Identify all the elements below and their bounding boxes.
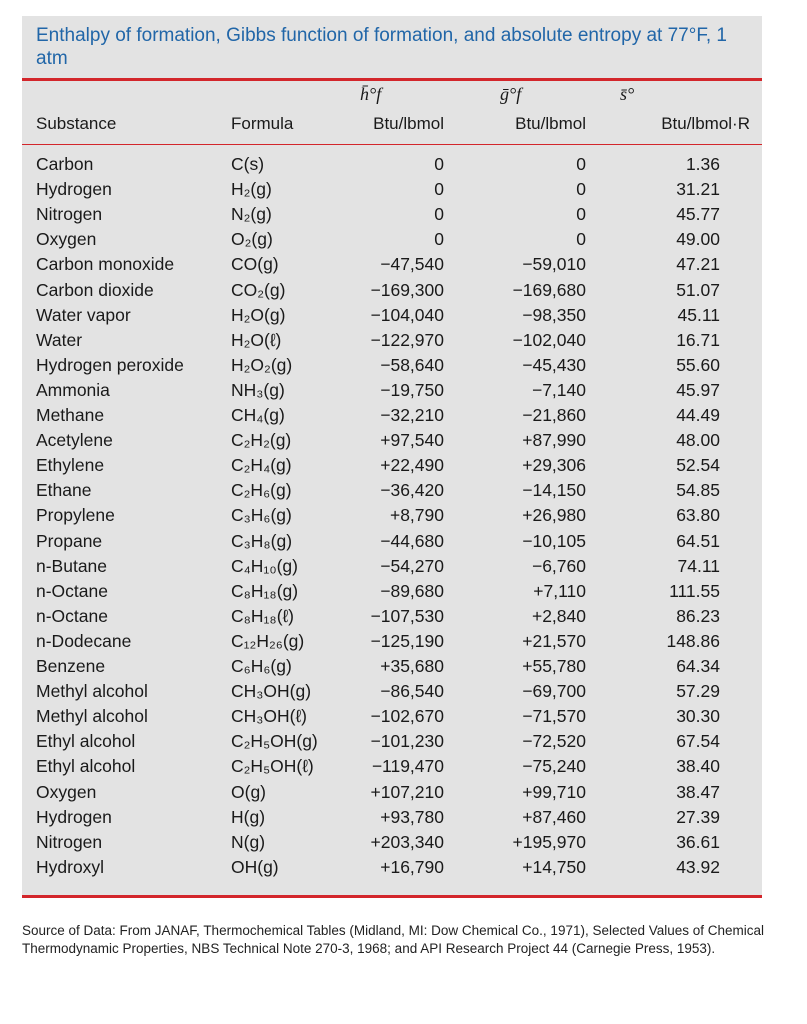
enthalpy-cell: +107,210 [370,781,444,802]
gibbs-cell: −14,150 [522,480,586,501]
formula-cell: C₂H₅OH(g) [231,731,318,752]
enthalpy-cell: −125,190 [370,630,444,651]
formula-cell: H₂O(ℓ) [231,329,282,350]
gibbs-cell: +2,840 [531,605,586,626]
substance-cell: Carbon [36,154,94,174]
table-row [22,453,762,478]
enthalpy-cell: −169,300 [370,279,444,300]
substance-cell: n-Octane [36,605,108,626]
substance-cell: n-Dodecane [36,630,132,651]
substance-cell: Water vapor [36,304,131,325]
table-row [22,278,762,303]
gibbs-cell: +99,710 [522,781,586,802]
formula-cell: CO₂(g) [231,279,286,300]
entropy-cell: 74.11 [677,555,720,576]
gibbs-cell: +55,780 [522,656,586,676]
formula-cell: H₂O₂(g) [231,354,293,375]
formula-cell: C₈H₁₈(ℓ) [231,605,295,626]
header-divider [22,144,762,145]
entropy-cell: 64.51 [676,530,720,551]
enthalpy-cell: −101,230 [370,731,444,752]
enthalpy-cell: −36,420 [380,480,444,501]
entropy-cell: 38.40 [676,756,720,777]
entropy-cell: 54.85 [676,480,720,501]
entropy-cell: 57.29 [676,681,720,702]
gibbs-symbol: ḡ°f [500,84,522,104]
formula-cell: C₃H₈(g) [231,530,293,551]
formula-cell: C₄H₁₀(g) [231,555,298,576]
substance-cell: Methyl alcohol [36,706,148,727]
enthalpy-cell: −19,750 [380,379,444,400]
table-row [22,428,762,453]
gibbs-cell: −10,105 [522,530,586,551]
substance-cell: Methyl alcohol [36,681,148,702]
enthalpy-cell: −44,680 [380,530,444,551]
formula-cell: C₃H₆(g) [231,505,292,526]
table-row [22,629,762,654]
formula-cell: O(g) [231,781,266,802]
table-row [22,353,762,378]
entropy-cell: 45.97 [676,379,720,400]
table-row [22,654,762,679]
formula-cell: C₂H₄(g) [231,455,292,476]
table-row [22,554,762,579]
entropy-cell: 64.34 [676,656,720,676]
formula-cell: C₂H₅OH(ℓ) [231,756,314,777]
table-row [22,805,762,830]
enthalpy-cell: +97,540 [380,430,444,451]
formula-cell: CH₃OH(g) [231,681,312,702]
table-row [22,830,762,855]
table-row [22,855,762,880]
substance-cell: Hydroxyl [36,856,105,877]
formula-cell: H(g) [231,806,266,827]
substance-cell: Ethane [36,480,92,501]
table-row [22,478,762,503]
entropy-cell: 38.47 [676,781,720,802]
formula-cell: N(g) [231,831,266,852]
entropy-cell: 148.86 [666,630,720,651]
entropy-cell: 48.00 [676,430,720,451]
entropy-cell: 36.61 [676,831,720,852]
entropy-cell: 27.39 [676,806,720,827]
formula-cell: C₂H₂(g) [231,430,292,451]
formula-cell: NH₃(g) [231,379,285,400]
formula-cell: OH(g) [231,856,279,877]
enthalpy-cell: +16,790 [380,856,444,877]
substance-cell: Nitrogen [36,204,103,225]
formula-cell: H₂(g) [231,179,272,200]
substance-cell: Ethyl alcohol [36,756,136,777]
substance-cell: Carbon dioxide [36,279,154,300]
header-formula: Formula [231,114,294,133]
gibbs-cell: +87,990 [522,430,586,451]
table-row [22,202,762,227]
gibbs-cell: −72,520 [522,731,586,752]
formula-cell: CH₄(g) [231,405,285,425]
table-row [22,579,762,604]
table-row [22,503,762,528]
table-row [22,729,762,754]
header-gibbs-unit: Btu/lbmol [515,114,586,133]
enthalpy-symbol: h̄°f [360,84,382,104]
table-row [22,252,762,277]
table-row [22,177,762,202]
gibbs-cell: +7,110 [533,580,586,601]
enthalpy-cell: −47,540 [380,254,444,275]
substance-cell: Carbon monoxide [36,254,175,275]
formula-cell: N₂(g) [231,204,272,225]
table-bottom-rule [22,895,762,898]
entropy-cell: 43.92 [676,856,720,877]
gibbs-cell: −69,700 [522,681,586,702]
gibbs-cell: +26,980 [522,505,586,526]
gibbs-cell: 0 [576,229,586,250]
enthalpy-cell: −107,530 [370,605,444,626]
entropy-cell: 45.11 [677,304,720,325]
substance-cell: Water [36,329,83,350]
substance-cell: Propylene [36,505,115,526]
entropy-cell: 44.49 [676,405,720,425]
table-row [22,604,762,629]
substance-cell: Hydrogen [36,806,112,827]
table-row [22,679,762,704]
entropy-cell: 30.30 [676,706,720,727]
formula-cell: C₂H₆(g) [231,480,292,501]
gibbs-cell: +87,460 [522,806,586,827]
entropy-cell: 52.54 [676,455,720,476]
table-row [22,704,762,729]
formula-cell: CO(g) [231,254,279,275]
enthalpy-cell: 0 [434,229,444,250]
enthalpy-cell: +93,780 [380,806,444,827]
formula-cell: C₈H₁₈(g) [231,580,299,601]
substance-cell: Hydrogen peroxide [36,354,184,375]
formula-cell: H₂O(g) [231,304,286,325]
substance-cell: Benzene [36,656,106,676]
enthalpy-cell: −58,640 [380,354,444,375]
enthalpy-cell: −104,040 [370,304,444,325]
formula-cell: CH₃OH(ℓ) [231,706,307,727]
substance-cell: Propane [36,530,103,551]
enthalpy-cell: +22,490 [380,455,444,476]
source-text: Source of Data: From JANAF, Thermochemical Tables (Midland, MI: Dow Chemical Co., 1971), Selected Values of Chemical Thermodynamic Properties, NBS Technical Note 270-3, 1968; and API Research Project 44 (Carnegie Press, 1953). [22,923,765,956]
gibbs-cell: −21,860 [522,405,586,425]
gibbs-cell: −6,760 [531,555,586,576]
substance-cell: Ethyl alcohol [36,731,136,752]
gibbs-cell: −169,680 [512,279,586,300]
table-panel [22,16,762,896]
enthalpy-cell: +203,340 [370,831,444,852]
gibbs-cell: +29,306 [522,455,586,476]
header-enthalpy-unit: Btu/lbmol [373,114,444,133]
substance-cell: Nitrogen [36,831,103,852]
entropy-cell: 51.07 [676,279,720,300]
substance-cell: Oxygen [36,229,97,250]
entropy-cell: 111.55 [669,580,720,601]
substance-cell: Acetylene [36,430,113,451]
substance-cell: Ethylene [36,455,105,476]
entropy-cell: 55.60 [676,354,720,375]
entropy-cell: 45.77 [676,204,720,225]
gibbs-cell: −45,430 [522,354,586,375]
gibbs-cell: 0 [576,179,586,200]
enthalpy-cell: −54,270 [380,555,444,576]
enthalpy-cell: −86,540 [380,681,444,702]
gibbs-cell: 0 [576,204,586,225]
table-row [22,403,762,428]
entropy-cell: 1.36 [685,154,720,174]
table-row [22,227,762,252]
formula-cell: C₁₂H₂₆(g) [231,630,305,651]
gibbs-cell: 0 [576,154,586,174]
gibbs-cell: −71,570 [522,706,586,727]
title-divider [22,78,762,81]
gibbs-cell: −98,350 [522,304,586,325]
substance-cell: n-Octane [36,580,108,601]
enthalpy-cell: −102,670 [370,706,444,727]
gibbs-cell: −7,140 [531,379,586,400]
header-entropy-unit: Btu/lbmol·R [661,114,750,133]
entropy-cell: 63.80 [676,505,720,526]
enthalpy-cell: −122,970 [370,329,444,350]
enthalpy-cell: +35,680 [380,656,444,676]
table-row [22,378,762,403]
substance-cell: Hydrogen [36,179,112,200]
entropy-cell: 31.21 [676,179,720,200]
gibbs-cell: +21,570 [522,630,586,651]
gibbs-cell: −75,240 [522,756,586,777]
table-row [22,529,762,554]
entropy-symbol: s̄° [620,84,635,104]
entropy-cell: 86.23 [676,605,720,626]
table-row [22,328,762,353]
enthalpy-cell: 0 [434,179,444,200]
table-row [22,152,762,177]
substance-cell: Methane [36,405,105,425]
gibbs-cell: +14,750 [522,856,586,877]
table-row [22,303,762,328]
entropy-cell: 47.21 [676,254,720,275]
substance-cell: Ammonia [36,379,110,400]
substance-cell: n-Butane [36,555,108,576]
enthalpy-cell: 0 [434,154,444,174]
header-substance: Substance [36,114,117,133]
gibbs-cell: −102,040 [512,329,586,350]
formula-cell: O₂(g) [231,229,273,250]
enthalpy-cell: +8,790 [389,505,444,526]
formula-cell: C₆H₆(g) [231,656,292,676]
table-row [22,780,762,805]
gibbs-cell: −59,010 [522,254,586,275]
enthalpy-cell: −89,680 [380,580,444,601]
table-row [22,754,762,779]
table-title: Enthalpy of formation, Gibbs function of formation, and absolute entropy at 77°F, 1 atm [36,25,727,69]
formula-cell: C(s) [231,154,265,174]
entropy-cell: 49.00 [676,229,720,250]
entropy-cell: 67.54 [676,731,720,752]
source-note [22,922,767,958]
enthalpy-cell: 0 [434,204,444,225]
enthalpy-cell: −32,210 [380,405,444,425]
gibbs-cell: +195,970 [512,831,586,852]
entropy-cell: 16.71 [676,329,720,350]
enthalpy-cell: −119,470 [371,756,444,777]
substance-cell: Oxygen [36,781,97,802]
